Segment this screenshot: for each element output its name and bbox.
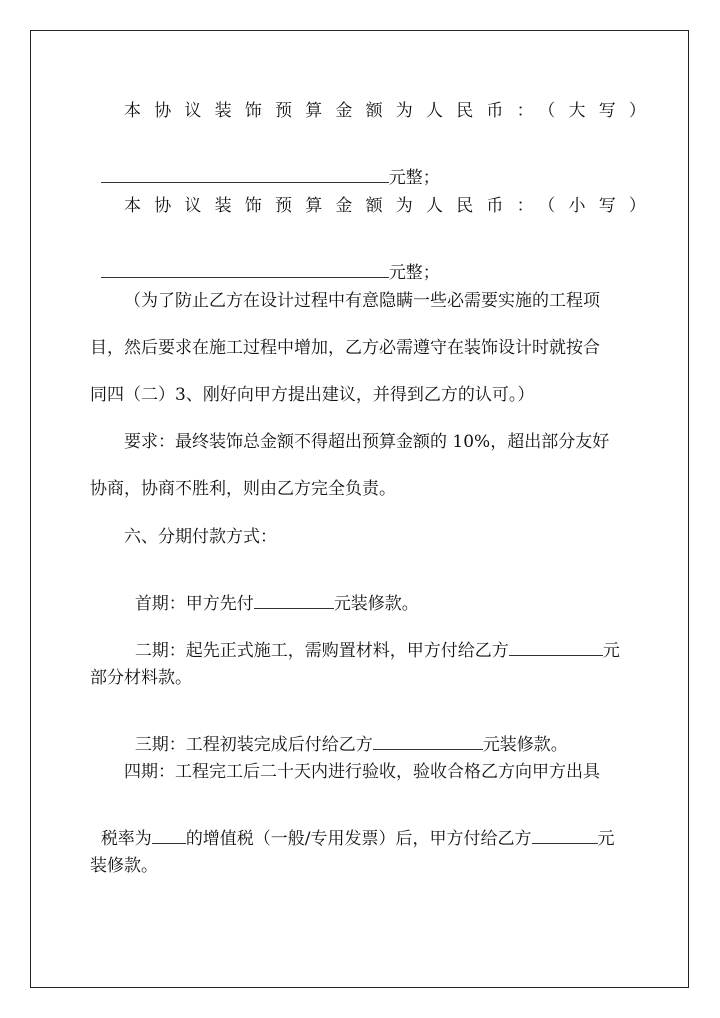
blank-field[interactable] [532, 829, 598, 844]
blank-field[interactable] [152, 829, 186, 844]
budget-lowercase-line: 本协议装饰预算金额为人民币：（小写） [124, 196, 660, 216]
section-heading: 六、分期付款方式： [124, 527, 277, 547]
paragraph-line: 目，然后要求在施工过程中增加，乙方必需遵守在装饰设计时就按合 [90, 338, 600, 358]
paragraph-line: （为了防止乙方在设计过程中有意隐瞒一些必需要实施的工程项 [124, 291, 600, 311]
paragraph-line: 装修款。 [90, 856, 158, 876]
third-payment-line [124, 715, 568, 755]
blank-line-lowercase [90, 243, 440, 283]
blank-field[interactable] [509, 641, 603, 656]
fourth-payment-line [90, 809, 615, 849]
invoice-text: 的增值税（一般/专用发票）后，甲方付给乙方 [185, 829, 532, 849]
second-payment-suffix: 元 [602, 641, 620, 661]
paragraph-line: 四期：工程完工后二十天内进行验收，验收合格乙方向甲方出具 [124, 762, 600, 782]
budget-uppercase-line: 本协议装饰预算金额为人民币：（大写） [124, 101, 660, 121]
blank-field[interactable] [101, 263, 389, 278]
blank-line-uppercase [90, 148, 440, 188]
blank-field[interactable] [254, 594, 334, 609]
third-payment-suffix: 元装修款。 [482, 735, 568, 755]
paragraph-line: 要求：最终装饰总金额不得超出预算金额的 10%，超出部分友好 [124, 432, 610, 452]
yuan-label: 元整； [388, 168, 440, 188]
tax-rate-label: 税率为 [100, 829, 152, 849]
second-payment-label: 二期：起先正式施工，需购置材料，甲方付给乙方 [134, 641, 509, 661]
first-payment-suffix: 元装修款。 [333, 594, 419, 614]
paragraph-line: 部分材料款。 [90, 668, 192, 688]
yuan-label: 元整； [388, 263, 440, 283]
paragraph-line: 同四（二）3、刚好向甲方提出建议，并得到乙方的认可。） [90, 385, 535, 405]
blank-field[interactable] [101, 168, 389, 183]
second-payment-line [124, 621, 620, 661]
paragraph-line: 协商，协商不胜利，则由乙方完全负责。 [90, 479, 396, 499]
yuan-label: 元 [597, 829, 615, 849]
first-payment-line [124, 574, 419, 614]
first-payment-label: 首期：甲方先付 [134, 594, 254, 614]
blank-field[interactable] [373, 735, 483, 750]
third-payment-label: 三期：工程初装完成后付给乙方 [134, 735, 373, 755]
